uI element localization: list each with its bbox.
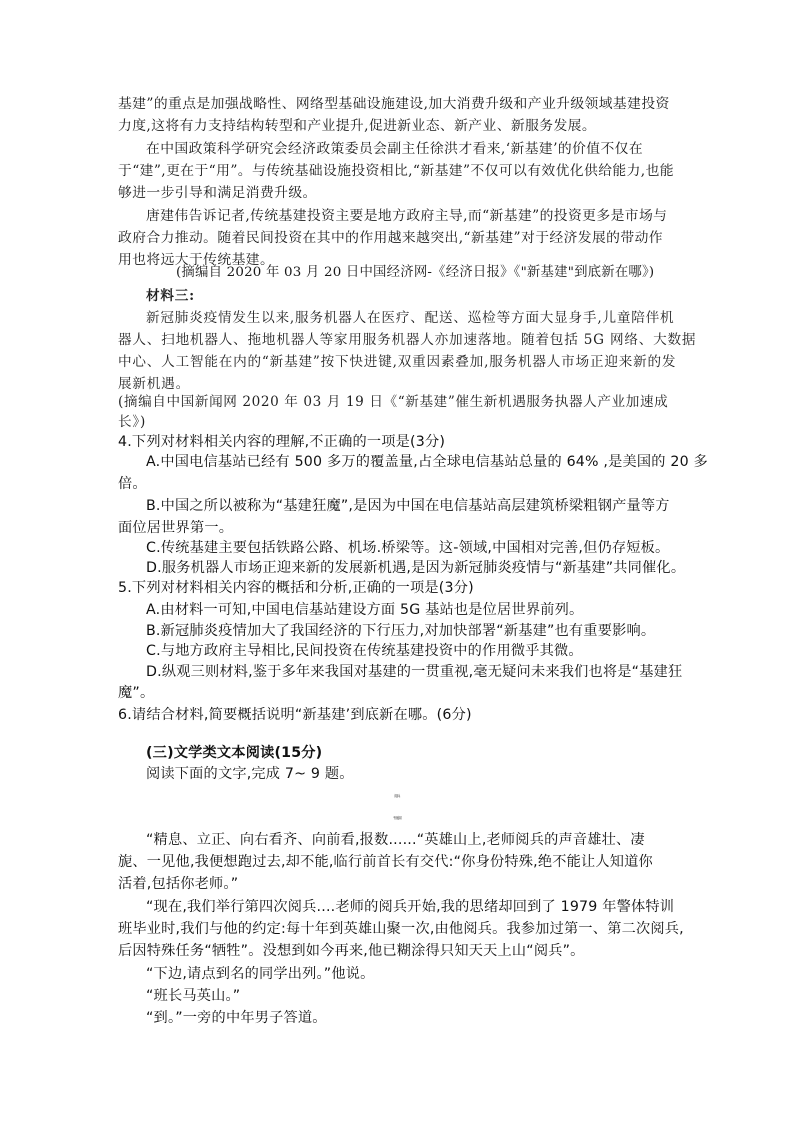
material2-line-7: 政府合力推动。随着民间投资在其中的作用越来越突出,“新基建”对于经济发展的带动作 — [118, 230, 663, 246]
question-5-stem: 5.下列对材料相关内容的概括和分析,正确的一项是(3分) — [118, 580, 474, 596]
question-4-option-b-cont: 面位居世界第一。 — [118, 520, 234, 536]
question-4-option-a-cont: 倍。 — [118, 476, 147, 492]
question-6-stem: 6.请结合材料,简要概括说明“新基建’到底新在哪。(6分) — [118, 707, 472, 723]
material2-line-2: 力度,这将有力支持结构转型和产业提升,促进新业态、新产业、新服务发展。 — [118, 118, 597, 134]
material3-line-3: 中心、人工智能在内的“新基建”按下快进键,双重因素叠加,服务机器人市场正迎来新的发 — [118, 354, 677, 370]
question-4-option-d: D.服务机器人市场正迎来新的发展新机遇,是因为新冠肺炎疫情与“新基建”共同催化。 — [146, 560, 686, 576]
material2-line-4: 于“建”,更在于“用”。与传统基础设施投资相比,“新基建”不仅可以有效优化供给能力,也能 — [118, 163, 674, 179]
story-line-4: “现在,我们举行第四次阅兵....老师的阅兵开始,我的思绪却回到了 1979 年警体特训 — [146, 899, 675, 915]
question-5-option-c: C.与地方政府主导相比,民间投资在传统基建投资中的作用微乎其微。 — [146, 643, 583, 659]
question-5-option-a: A.由材料一可知,中国电信基站建设方面 5G 基站也是位居世界前列。 — [146, 602, 584, 618]
question-4-stem: 4.下列对材料相关内容的理解,不正确的一项是(3分) — [118, 434, 446, 450]
story-line-1: “精息、立正、向右看齐、向前看,报数......“英雄山上,老师阅兵的声音雄壮、凄 — [146, 832, 645, 848]
story-line-7: “下边,请点到名的同学出列。”他说。 — [146, 966, 375, 982]
section-3-heading: (三)文学类文本阅读(15分) — [146, 745, 323, 761]
material2-line-8: 用也将远大于传统基建。 — [118, 252, 275, 268]
material2-line-3: 在中国政策科学研究会经济政策委员会副主任徐洪才看来,‘新基建’的价值不仅在 — [146, 141, 644, 157]
story-line-2: 旎、一见他,我便想跑过去,却不能,临行前首长有交代:“你身份特殊,绝不能让人知道你 — [118, 854, 653, 870]
question-4-option-b: B.中国之所以被称为“基建狂魔”,是因为中国在电信基站高层建筑桥梁粗钢产量等方 — [146, 498, 670, 514]
material3-source-1: (摘编自中国新闻网 2020 年 03 月 19 日《“新基建”催生新机遇服务执器人产业加速成 — [118, 394, 669, 410]
section-3-instruction: 阅读下面的文字,完成 7~ 9 题。 — [146, 766, 354, 782]
material3-line-2: 器人、扫地机器人、拖地机器人等家用服务机器人亦加速落地。随着包括 5G 网络、大数据 — [118, 332, 697, 348]
material3-source-2: 长》) — [118, 414, 147, 430]
story-line-8: “班长马英山。” — [146, 988, 241, 1004]
story-line-3: 活着,包括你老师。” — [118, 876, 239, 892]
story-title: 阅兵 — [394, 794, 400, 798]
question-4-option-a: A.中国电信基站已经有 500 多万的覆盖量,占全球电信基站总量的 64% ,是美国的 20 多 — [146, 454, 708, 470]
story-line-5: 班毕业时,我们与他的约定:每十年到英雄山聚一次,由他阅兵。我参加过第一、第二次阅兵, — [118, 921, 684, 937]
story-author: 韦延丽 — [392, 816, 402, 820]
material2-source: (摘编自 2020 年 03 月 20 日中国经济网-《经济日报》《"新基建"到底新在哪》) — [176, 265, 655, 280]
material2-line-6: 唐建伟告诉记者,传统基建投资主要是地方政府主导,而“新基建”的投资更多是市场与 — [146, 208, 668, 224]
material3-line-1: 新冠肺炎疫情发生以来,服务机器人在医疗、配送、巡检等方面大显身手,儿童陪伴机 — [146, 310, 675, 326]
material2-line-1: 基建”的重点是加强战略性、网络型基础设施建设,加大消费升级和产业升级领域基建投资 — [118, 96, 670, 112]
question-5-option-d-cont: 魔”。 — [118, 685, 155, 701]
question-5-option-b: B.新冠肺炎疫情加大了我国经济的下行压力,对加快部署“新基建”也有重要影响。 — [146, 623, 656, 639]
material3-heading: 材料三: — [146, 288, 195, 304]
story-line-9: “到。”一旁的中年男子答道。 — [146, 1010, 327, 1026]
question-4-option-c: C.传统基建主要包括铁路公路、机场.桥梁等。这-领域,中国相对完善,但仍存短板。 — [146, 540, 670, 556]
story-line-6: 后因特殊任务“牺牲”。没想到如今再来,他已糊涂得只知天天上山“阅兵”。 — [118, 943, 585, 959]
material3-line-4: 展新机遇。 — [118, 376, 190, 392]
question-5-option-d: D.纵观三则材料,鉴于多年来我国对基建的一贯重视,毫无疑问未来我们也将是“基建狂 — [146, 664, 683, 680]
material2-line-5: 够进一步引导和满足消费升级。 — [118, 185, 317, 201]
